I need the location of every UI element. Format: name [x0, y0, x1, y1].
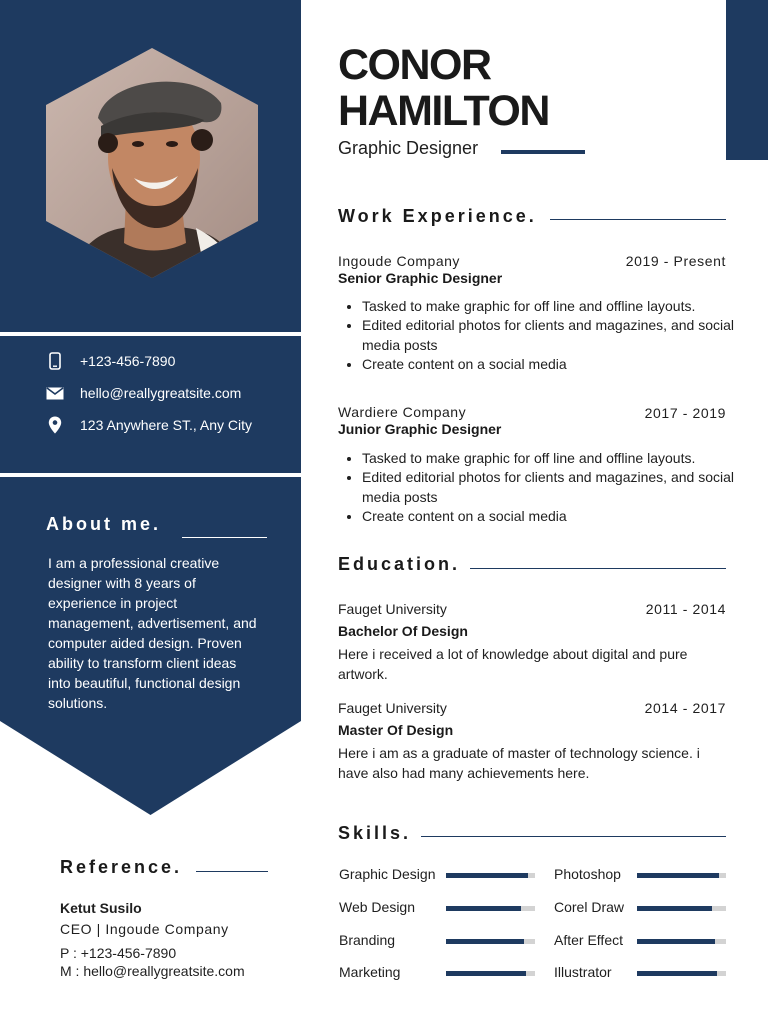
edu-2-school: Fauget University [338, 700, 447, 716]
edu-2-degree: Master Of Design [338, 722, 454, 738]
edu-1-school: Fauget University [338, 601, 447, 617]
skill-level-track [446, 873, 535, 878]
skill-level-fill [446, 971, 526, 976]
candidate-name [338, 42, 549, 134]
mail-icon [46, 384, 64, 402]
skill-level-track [637, 873, 726, 878]
job-2-dates: 2017 - 2019 [644, 405, 726, 421]
email-text[interactable]: hello@reallygreatsite.com [80, 385, 242, 401]
reference-email[interactable]: M : hello@reallygreatsite.com [60, 963, 245, 979]
job-1-position: Senior Graphic Designer [338, 270, 503, 286]
title-accent-bar [501, 150, 585, 154]
list-item: • Tasked to make graphic for off line and offline layouts. [362, 297, 735, 316]
skill-level-fill [637, 873, 719, 878]
edu-2-dates: 2014 - 2017 [644, 700, 726, 716]
edu-1-degree: Bachelor Of Design [338, 623, 468, 639]
skill-label: After Effect [554, 932, 623, 948]
skill-level-track [637, 906, 726, 911]
edu-1-dates: 2011 - 2014 [645, 601, 726, 617]
skill-level-track [637, 939, 726, 944]
list-item: • Create content on a social media [362, 507, 735, 526]
education-heading-rule [470, 568, 726, 569]
list-item: • Tasked to make graphic for off line and offline layouts. [362, 449, 735, 468]
education-heading: Education. [338, 554, 461, 574]
job-1-company: Ingoude Company [338, 253, 460, 269]
skills-heading-rule [421, 836, 726, 837]
skill-level-track [446, 906, 535, 911]
phone-row [46, 352, 175, 370]
skill-label: Web Design [339, 899, 416, 915]
corner-accent-block [726, 0, 768, 160]
skill-level-fill [446, 873, 528, 878]
skill-level-fill [637, 906, 712, 911]
job-1-dates: 2019 - Present [625, 253, 726, 269]
skill-label: Corel Draw [554, 899, 625, 915]
reference-heading: Reference. [60, 857, 183, 877]
skill-level-fill [446, 939, 524, 944]
list-item: • Edited editorial photos for clients and magazines, and social media posts [362, 316, 735, 355]
job-2-position: Junior Graphic Designer [338, 421, 502, 437]
edu-1-description: Here i received a lot of knowledge about digital and pure artwork. [338, 646, 688, 682]
skill-level-fill [446, 906, 521, 911]
phone-text[interactable]: +123-456-7890 [80, 353, 176, 369]
work-heading-rule [550, 219, 726, 220]
reference-phone[interactable]: P : +123-456-7890 [60, 945, 177, 961]
name-line-1: CONOR [338, 41, 491, 89]
work-heading: Work Experience. [338, 206, 537, 226]
about-text: I am a professional creative designer with 8 years of experience in project management, advertisement, and computer aided design. Proven ability to transform client ideas into beautiful, functional design solutions. [48, 555, 257, 711]
skill-level-track [446, 939, 535, 944]
list-item: • Create content on a social media [362, 355, 735, 374]
skills-heading: Skills. [338, 823, 412, 843]
phone-icon [46, 352, 64, 370]
job-2-duties [345, 449, 735, 526]
skill-level-fill [637, 971, 717, 976]
skill-label: Graphic Design [339, 866, 436, 882]
address-row [46, 416, 252, 434]
reference-role: CEO | Ingoude Company [60, 921, 229, 937]
profile-photo [46, 48, 258, 278]
job-2-company: Wardiere Company [338, 404, 467, 420]
email-row [46, 384, 241, 402]
skill-level-track [446, 971, 535, 976]
skill-level-track [637, 971, 726, 976]
skill-label: Illustrator [554, 964, 612, 980]
about-heading: About me. [46, 514, 161, 534]
job-1-duties [345, 297, 735, 374]
skill-label: Marketing [339, 964, 401, 980]
edu-2-description: Here i am as a graduate of master of technology science. i have also had many achievements here. [338, 745, 700, 781]
list-item: • Edited editorial photos for clients and magazines, and social media posts [362, 468, 735, 507]
reference-heading-rule [196, 871, 268, 872]
skill-level-fill [637, 939, 715, 944]
skill-label: Photoshop [554, 866, 621, 882]
location-pin-icon [46, 416, 64, 434]
address-text: 123 Anywhere ST., Any City [80, 417, 252, 433]
name-line-2: HAMILTON [338, 87, 549, 135]
job-title: Graphic Designer [338, 138, 479, 158]
skill-label: Branding [339, 932, 396, 948]
about-heading-rule [182, 537, 267, 538]
reference-name: Ketut Susilo [60, 900, 142, 916]
